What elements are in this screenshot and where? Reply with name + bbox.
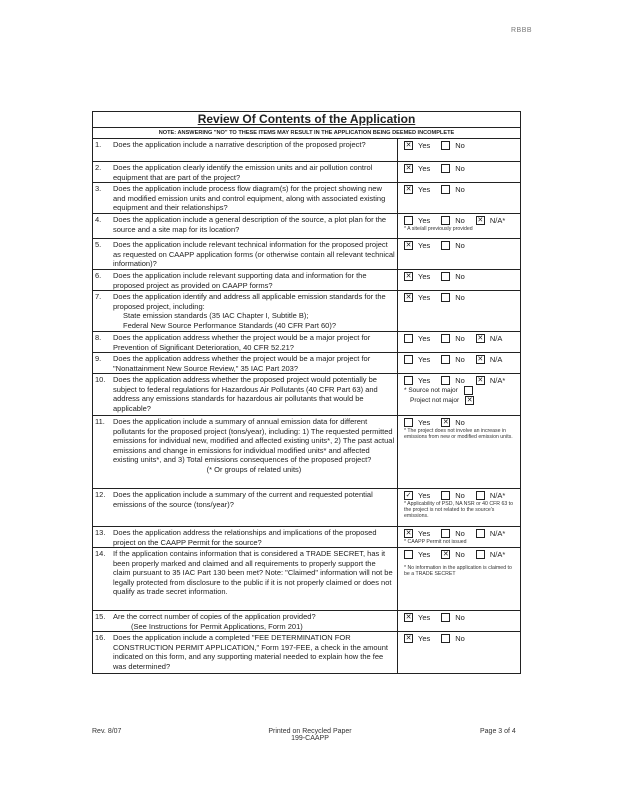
question-row-1 (93, 139, 520, 162)
question-main: Does the application include a summary of annual emission data for different pollutants for the proposed project (tons/year), including: 1) The requested permitted emissions for individual new, modified and affected existing units*, 2) The past actual emissions and change in emissions for individual modified units* and affected existing units*, and 3) Total emissions consequences of the proposed project? (113, 417, 395, 464)
na-checkbox-checked[interactable]: ✕ (477, 377, 484, 384)
no-label: No (455, 491, 465, 500)
no-label: No (455, 272, 465, 281)
yes-label: Yes (418, 634, 431, 643)
yes-checkbox[interactable] (404, 550, 413, 559)
yes-checkbox-checked[interactable]: ✕ (405, 242, 412, 249)
footer-revision: Rev. 8/07 (92, 728, 122, 735)
answer-cell (398, 416, 518, 488)
question-number: 11. (95, 417, 105, 426)
yes-checkbox-checked[interactable]: ✕ (405, 186, 412, 193)
question-text: Does the application include a summary of the current and requested potential emissions of the source (tons/year)? (111, 489, 398, 526)
no-checkbox-checked[interactable]: ✕ (442, 551, 449, 558)
project-not-major-checkbox-checked[interactable]: ✕ (466, 397, 473, 404)
question-row-3 (93, 183, 520, 214)
question-row-4 (93, 214, 520, 239)
no-label: No (455, 185, 465, 194)
question-row-14 (93, 548, 520, 611)
question-number: 13. (95, 528, 106, 537)
yes-checkbox[interactable] (404, 376, 413, 385)
yes-checkbox[interactable] (404, 418, 413, 427)
answer-cell (398, 611, 518, 631)
review-form (92, 111, 521, 674)
question-number: 2. (95, 163, 102, 172)
question-sub: Federal New Source Performance Standards (40 CFR Part 60)? (123, 320, 337, 330)
question-text: Does the application clearly identify the emission units and air pollution control equipment that are part of the project? (111, 162, 398, 182)
form-note: NOTE: ANSWERING "NO" TO THESE ITEMS MAY RESULT IN THE APPLICATION BEING DEEMED INCOMPLETE (93, 128, 520, 139)
question-text: Does the application address the relationships and implications of the proposed project on the CAAPP Permit for the source? (111, 527, 398, 547)
answer-cell (398, 162, 518, 182)
question-text: Does the application include a completed "FEE DETERMINATION FOR CONSTRUCTION PERMIT APPLICATION," Form 197-FEE, a check in the amount indicated on this form, and any supporting material needed to explain how the fee was determined? (111, 632, 398, 673)
question-text: Does the application include relevant supporting data and information for the proposed project as provided on CAAPP forms? (111, 270, 398, 290)
corner-stamp: RBBB (511, 27, 533, 34)
yes-checkbox-checked[interactable]: ✕ (405, 530, 412, 537)
question-row-12 (93, 489, 520, 527)
question-text: Does the application address whether the project would be a major project for Prevention of Significant Deterioration, 40 CFR 52.21? (111, 332, 398, 352)
source-not-major-label: * Source not major (404, 387, 458, 394)
yes-checkbox-checked[interactable]: ✓ (405, 492, 412, 499)
no-label: No (455, 293, 465, 302)
no-label: No (455, 418, 465, 427)
no-checkbox[interactable] (441, 216, 450, 225)
no-checkbox[interactable] (441, 185, 450, 194)
question-main: Are the correct number of copies of the application provided? (113, 612, 316, 621)
no-label: No (455, 141, 465, 150)
question-main: Does the application identify and address all applicable emission standards for the proposed project, including: (113, 292, 386, 311)
na-checkbox[interactable] (476, 529, 485, 538)
answer-footnote: * CAAPP Permit not issued (404, 539, 467, 545)
question-row-8 (93, 332, 520, 353)
yes-label: Yes (418, 491, 431, 500)
footer-recycled: Printed on Recycled Paper (268, 728, 352, 735)
yes-checkbox[interactable] (404, 355, 413, 364)
yes-label: Yes (418, 613, 431, 622)
na-label: N/A (489, 334, 503, 343)
question-number: 10. (95, 375, 106, 384)
question-text: Does the application include a general description of the source, a plot plan for the source and a site map for its location? (111, 214, 398, 238)
answer-cell (398, 548, 518, 610)
yes-label: Yes (418, 355, 431, 364)
question-number: 14. (95, 549, 106, 558)
answer-cell (398, 527, 518, 547)
yes-label: Yes (418, 550, 431, 559)
answer-cell (398, 632, 518, 673)
question-number: 8. (95, 333, 102, 342)
na-label: N/A* (489, 491, 506, 500)
question-number: 12. (95, 490, 106, 499)
no-checkbox[interactable] (441, 376, 450, 385)
answer-cell (398, 139, 518, 161)
yes-checkbox-checked[interactable]: ✕ (405, 635, 412, 642)
no-checkbox[interactable] (441, 355, 450, 364)
form-title: Review Of Contents of the Application (93, 112, 520, 128)
yes-label: Yes (418, 141, 431, 150)
na-checkbox-checked[interactable]: ✕ (477, 356, 484, 363)
answer-footnote: * A site/all previously provided (404, 226, 473, 232)
no-checkbox[interactable] (441, 491, 450, 500)
source-not-major-option (404, 386, 518, 395)
project-not-major-label: Project not major (410, 397, 460, 404)
yes-checkbox-checked[interactable]: ✕ (405, 614, 412, 621)
question-text (111, 291, 398, 331)
question-number: 3. (95, 184, 102, 193)
no-label: No (455, 613, 465, 622)
question-text: Does the application address whether the proposed project would potentially be subject to federal regulations for Hazardous Air Pollutants (40 CFR Part 63) and address any emissions standards for hazardous air pollutants that would be applicable? (111, 374, 398, 415)
na-checkbox[interactable] (476, 550, 485, 559)
yes-label: Yes (418, 241, 431, 250)
question-number: 6. (95, 271, 102, 280)
no-checkbox[interactable] (441, 634, 450, 643)
na-label: N/A* (489, 529, 506, 538)
yes-checkbox-checked[interactable]: ✕ (405, 273, 412, 280)
question-row-9 (93, 353, 520, 374)
footer-center (250, 728, 370, 742)
question-row-15 (93, 611, 520, 632)
no-label: No (455, 355, 465, 364)
answer-cell (398, 183, 518, 213)
na-checkbox-checked[interactable]: ✕ (477, 335, 484, 342)
answer-cell (398, 214, 518, 238)
question-number: 16. (95, 633, 106, 642)
question-row-2 (93, 162, 520, 183)
no-checkbox[interactable] (441, 334, 450, 343)
footer-page-number: Page 3 of 4 (480, 728, 516, 735)
yes-label: Yes (418, 185, 431, 194)
question-text (111, 611, 398, 631)
no-label: No (455, 241, 465, 250)
no-label: No (455, 529, 465, 538)
source-not-major-checkbox[interactable] (464, 386, 473, 395)
question-number: 5. (95, 240, 102, 249)
yes-label: Yes (418, 164, 431, 173)
yes-checkbox-checked[interactable]: ✕ (405, 294, 412, 301)
question-number: 9. (95, 354, 102, 363)
na-label: N/A* (489, 216, 506, 225)
footer-form-number: 199-CAAPP (291, 735, 329, 742)
yes-label: Yes (418, 293, 431, 302)
question-text: Does the application address whether the project would be a major project for "Nonattainment New Source Review," 35 IAC Part 203? (111, 353, 398, 373)
question-sub: State emission standards (35 IAC Chapter I, Subtitle B); (123, 311, 309, 320)
question-row-6 (93, 270, 520, 291)
question-sub: (* Or groups of related units) (206, 464, 302, 474)
no-checkbox[interactable] (441, 529, 450, 538)
no-label: No (455, 334, 465, 343)
na-label: N/A* (489, 376, 506, 385)
no-label: No (455, 164, 465, 173)
question-row-10 (93, 374, 520, 416)
question-number: 4. (95, 215, 102, 224)
answer-cell (398, 353, 518, 373)
no-checkbox[interactable] (441, 613, 450, 622)
yes-label: Yes (418, 272, 431, 281)
no-checkbox[interactable] (441, 293, 450, 302)
no-label: No (455, 376, 465, 385)
na-label: N/A* (489, 550, 506, 559)
question-row-7 (93, 291, 520, 332)
no-checkbox[interactable] (441, 241, 450, 250)
yes-checkbox-checked[interactable]: ✕ (405, 142, 412, 149)
question-row-16 (93, 632, 520, 673)
question-text: Does the application include a narrative description of the proposed project? (111, 139, 398, 161)
question-number: 1. (95, 140, 102, 149)
question-text: If the application contains information that is considered a TRADE SECRET, has it been properly marked and claimed and all requirements to properly support the claim pursuant to 35 IAC Part 130 been met? Note: "Claimed" information will not be legally protected from disclosure to the public if it is not properly claimed or does not qualify as trade secret information. (111, 548, 398, 610)
yes-label: Yes (418, 216, 431, 225)
answer-footnote: * Applicability of PSD, NA NSR or 40 CFR 63 to the project is not related to the source's emissions. (404, 501, 513, 519)
no-checkbox[interactable] (441, 272, 450, 281)
answer-cell (398, 374, 518, 415)
yes-checkbox-checked[interactable]: ✕ (405, 165, 412, 172)
no-label: No (455, 634, 465, 643)
yes-label: Yes (418, 376, 431, 385)
question-row-5 (93, 239, 520, 270)
no-checkbox[interactable] (441, 141, 450, 150)
question-text: Does the application include relevant technical information for the proposed project as requested on CAAPP application forms (or otherwise contain all relevant technical information)? (111, 239, 398, 269)
no-checkbox[interactable] (441, 164, 450, 173)
answer-cell (398, 270, 518, 290)
question-text (111, 416, 398, 488)
question-row-11 (93, 416, 520, 489)
answer-footnote: * The project does not involve an increase in emissions from new or modified emission units. (404, 428, 513, 440)
no-label: No (455, 550, 465, 559)
question-row-13 (93, 527, 520, 548)
na-checkbox[interactable] (476, 491, 485, 500)
yes-label: Yes (418, 529, 431, 538)
yes-checkbox[interactable] (404, 334, 413, 343)
no-label: No (455, 216, 465, 225)
yes-checkbox[interactable] (404, 216, 413, 225)
question-number: 7. (95, 292, 102, 301)
yes-label: Yes (418, 418, 431, 427)
no-checkbox-checked[interactable]: ✕ (442, 419, 449, 426)
answer-cell (398, 489, 518, 526)
project-not-major-option (404, 396, 518, 405)
answer-cell (398, 239, 518, 269)
na-label: N/A (489, 355, 503, 364)
yes-label: Yes (418, 334, 431, 343)
answer-cell (398, 291, 518, 331)
question-sub: (See Instructions for Permit Applications, Form 201) (131, 621, 303, 631)
answer-footnote: * No information in the application is claimed to be a TRADE SECRET (404, 565, 512, 577)
question-text: Does the application include process flow diagram(s) for the project showing new and modified emission units and control equipment, along with associated existing equipment and their relationships? (111, 183, 398, 213)
question-number: 15. (95, 612, 106, 621)
na-checkbox-checked[interactable]: ✕ (477, 217, 484, 224)
answer-cell (398, 332, 518, 352)
